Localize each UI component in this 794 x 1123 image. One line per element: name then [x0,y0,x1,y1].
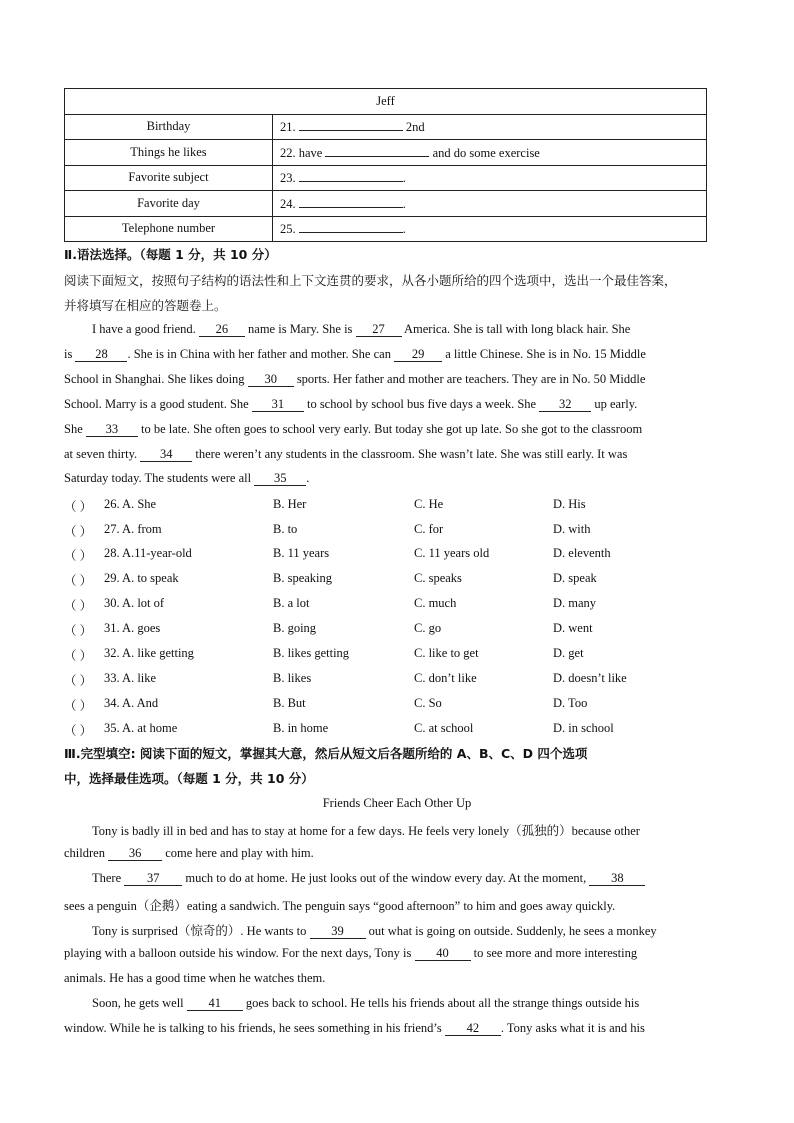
text: sports. Her father and mother are teachers. They are in No. 50 Middle [296,372,646,386]
option-a[interactable]: 27. A. from [104,522,162,536]
row-value [273,165,707,191]
passage-line [92,821,640,839]
section3-title: 中，选择最佳选项。（每题 1 分，共 10 分） [64,771,314,786]
row-label: Things he likes [65,140,273,166]
info-table [64,88,707,242]
passage-line [64,471,309,486]
section3-title: Ⅲ.完型填空: 阅读下面的短文，掌握其大意，然后从短文后各题所给的 A、B、C、D 四个选项 [64,746,588,761]
option-c[interactable]: C. So [414,696,442,710]
text: children [64,846,105,860]
option-a[interactable]: 32. A. like getting [104,646,194,660]
option-d[interactable]: D. with [553,522,591,536]
answer-paren[interactable]: （ ） [64,500,93,514]
option-b[interactable]: B. speaking [273,571,333,585]
option-b[interactable]: B. Her [273,497,307,511]
passage-line [64,896,615,914]
passage-line [64,971,325,986]
text: up early. [594,397,638,411]
row-suffix: 2nd [405,120,425,135]
row-suffix: . [402,196,406,211]
option-a[interactable]: 35. A. at home [104,721,178,735]
row-value [273,216,707,242]
text: sees a penguin（企鹅）eating a sandwich. The penguin says “good afternoon” to him and goes away quickly. [64,899,616,913]
passage-line [92,996,639,1011]
blank-number[interactable]: 28 [75,348,127,362]
option-b[interactable]: B. 11 years [273,546,330,560]
passage-line [64,1021,645,1036]
option-d[interactable]: D. in school [553,721,614,735]
blank-number[interactable]: 30 [248,373,294,387]
text: playing with a balloon outside his window. For the next days, Tony is [64,946,412,960]
option-d[interactable]: D. many [553,596,597,610]
option-b[interactable]: B. a lot [273,596,310,610]
table-header: Jeff [65,89,707,115]
option-d[interactable]: D. Too [553,696,588,710]
passage-line [64,447,627,462]
row-label: Birthday [65,114,273,140]
text: at seven thirty. [64,447,138,461]
option-d[interactable]: D. eleventh [553,546,611,560]
passage-line [64,946,637,961]
text: to school by school bus five days a week. She [306,397,537,411]
row-label: Telephone number [65,216,273,242]
answer-paren[interactable]: （ ） [64,649,93,663]
row-prefix: 24. [280,196,296,211]
text: animals. He has a good time when he watches them. [64,971,326,985]
text: I have a good friend. [92,322,196,336]
blank-number[interactable]: 35 [254,472,306,486]
option-c[interactable]: C. for [414,522,444,536]
section2-instruction: 并将填写在相应的答题卷上。 [64,298,227,313]
text: there weren’t any students in the classroom. She wasn’t late. She was still early. It was [195,447,628,461]
blank-number[interactable]: 34 [140,448,192,462]
option-d[interactable]: D. get [553,646,584,660]
table-row [65,165,707,191]
option-c[interactable]: C. He [414,497,444,511]
text: name is Mary. She is [248,322,353,336]
blank-number[interactable]: 32 [539,398,591,412]
option-b[interactable]: B. likes [273,671,312,685]
text: . Tony asks what it is and his [500,1021,645,1035]
row-label: Favorite subject [65,165,273,191]
section2-title: Ⅱ.语法选择。（每题 1 分，共 10 分） [64,247,277,262]
option-c[interactable]: C. much [414,596,457,610]
table-row [65,216,707,242]
table-row [65,191,707,217]
passage-line [64,422,642,437]
row-value [273,114,707,140]
answer-paren[interactable]: （ ） [64,549,93,563]
blank-number[interactable]: 40 [415,947,471,961]
blank-number[interactable]: 38 [589,872,645,886]
passage-line [64,347,646,362]
table-row [65,114,707,140]
option-a[interactable]: 34. A. And [104,696,159,710]
blank-number[interactable]: 37 [124,872,182,886]
option-a[interactable]: 31. A. goes [104,621,161,635]
answer-blank[interactable] [299,220,403,233]
answer-paren[interactable]: （ ） [64,624,93,638]
answer-paren[interactable]: （ ） [64,724,93,738]
option-c[interactable]: C. go [414,621,442,635]
text: America. She is tall with long black hair. She [403,322,631,336]
text: She [64,422,83,436]
text: There [92,871,122,885]
text: . [306,471,310,485]
answer-paren[interactable]: （ ） [64,574,93,588]
row-prefix: 21. [280,120,296,135]
option-c[interactable]: C. don’t like [414,671,477,685]
row-value [273,191,707,217]
option-c[interactable]: C. speaks [414,571,462,585]
option-c[interactable]: C. 11 years old [414,546,490,560]
passage-line [92,322,630,337]
answer-paren[interactable]: （ ） [64,525,93,539]
blank-number[interactable]: 42 [445,1022,501,1036]
section2-instruction: 阅读下面短文，按照句子结构的语法性和上下文连贯的要求，从各小题所给的四个选项中，选出一个最佳答案， [64,273,677,288]
row-prefix: 23. [280,171,296,186]
option-a[interactable]: 28. A.11-year-old [104,546,192,560]
text: a little Chinese. She is in No. 15 Middle [445,347,646,361]
passage-line [64,846,314,861]
blank-number[interactable]: 33 [86,423,138,437]
story-title: Friends Cheer Each Other Up [322,796,472,810]
blank-number[interactable]: 29 [394,348,442,362]
blank-number[interactable]: 36 [108,847,162,861]
text: Soon, he gets well [92,996,184,1010]
text: is [64,347,73,361]
option-b[interactable]: B. in home [273,721,329,735]
answer-blank[interactable] [299,195,403,208]
table-header-row [65,89,707,115]
table-row [65,140,707,166]
blank-number[interactable]: 31 [252,398,304,412]
option-d[interactable]: D. His [553,497,586,511]
text: Tony is surprised（惊奇的）. He wants to [92,924,307,938]
option-a[interactable]: 30. A. lot of [104,596,165,610]
option-d[interactable]: D. doesn’t like [553,671,627,685]
blank-number[interactable]: 26 [199,323,245,337]
passage-line [92,921,657,939]
answer-blank[interactable] [299,169,403,182]
option-d[interactable]: D. speak [553,571,597,585]
blank-number[interactable]: 39 [310,925,366,939]
text: School in Shanghai. She likes doing [64,372,245,386]
text: come here and play with him. [165,846,314,860]
text: . She is in China with her father and mother. She can [127,347,391,361]
passage-line [64,372,645,387]
option-c[interactable]: C. like to get [414,646,479,660]
text: School. Marry is a good student. She [64,397,249,411]
option-c[interactable]: C. at school [414,721,474,735]
row-value [273,140,707,166]
text: goes back to school. He tells his friends about all the strange things outside his [245,996,640,1010]
row-suffix: and do some exercise [432,145,540,160]
option-a[interactable]: 26. A. She [104,497,157,511]
text: Saturday today. The students were all [64,471,252,485]
option-a[interactable]: 33. A. like [104,671,157,685]
option-a[interactable]: 29. A. to speak [104,571,179,585]
passage-line [92,871,645,886]
row-suffix: . [402,171,406,186]
row-prefix: 22. have [280,145,323,160]
option-b[interactable]: B. But [273,696,306,710]
answer-blank[interactable] [299,118,403,131]
option-b[interactable]: B. going [273,621,317,635]
text: window. While he is talking to his friends, he sees something in his friend’s [64,1021,442,1035]
answer-blank[interactable] [325,144,429,157]
answer-paren[interactable]: （ ） [64,699,93,713]
text: to see more and more interesting [473,946,638,960]
blank-number[interactable]: 41 [187,997,243,1011]
answer-paren[interactable]: （ ） [64,599,93,613]
text: Tony is badly ill in bed and has to stay at home for a few days. He feels very lonely（孤独的）because other [92,824,640,838]
blank-number[interactable]: 27 [356,323,402,337]
row-suffix: . [402,222,406,237]
option-b[interactable]: B. likes getting [273,646,350,660]
text: to be late. She often goes to school very early. But today she got up late. So she got to the classroom [141,422,643,436]
text: much to do at home. He just looks out of the window every day. At the moment, [185,871,587,885]
option-d[interactable]: D. went [553,621,593,635]
row-label: Favorite day [65,191,273,217]
answer-paren[interactable]: （ ） [64,674,93,688]
text: out what is going on outside. Suddenly, he sees a monkey [368,924,657,938]
passage-line [64,397,637,412]
option-b[interactable]: B. to [273,522,298,536]
row-prefix: 25. [280,222,296,237]
